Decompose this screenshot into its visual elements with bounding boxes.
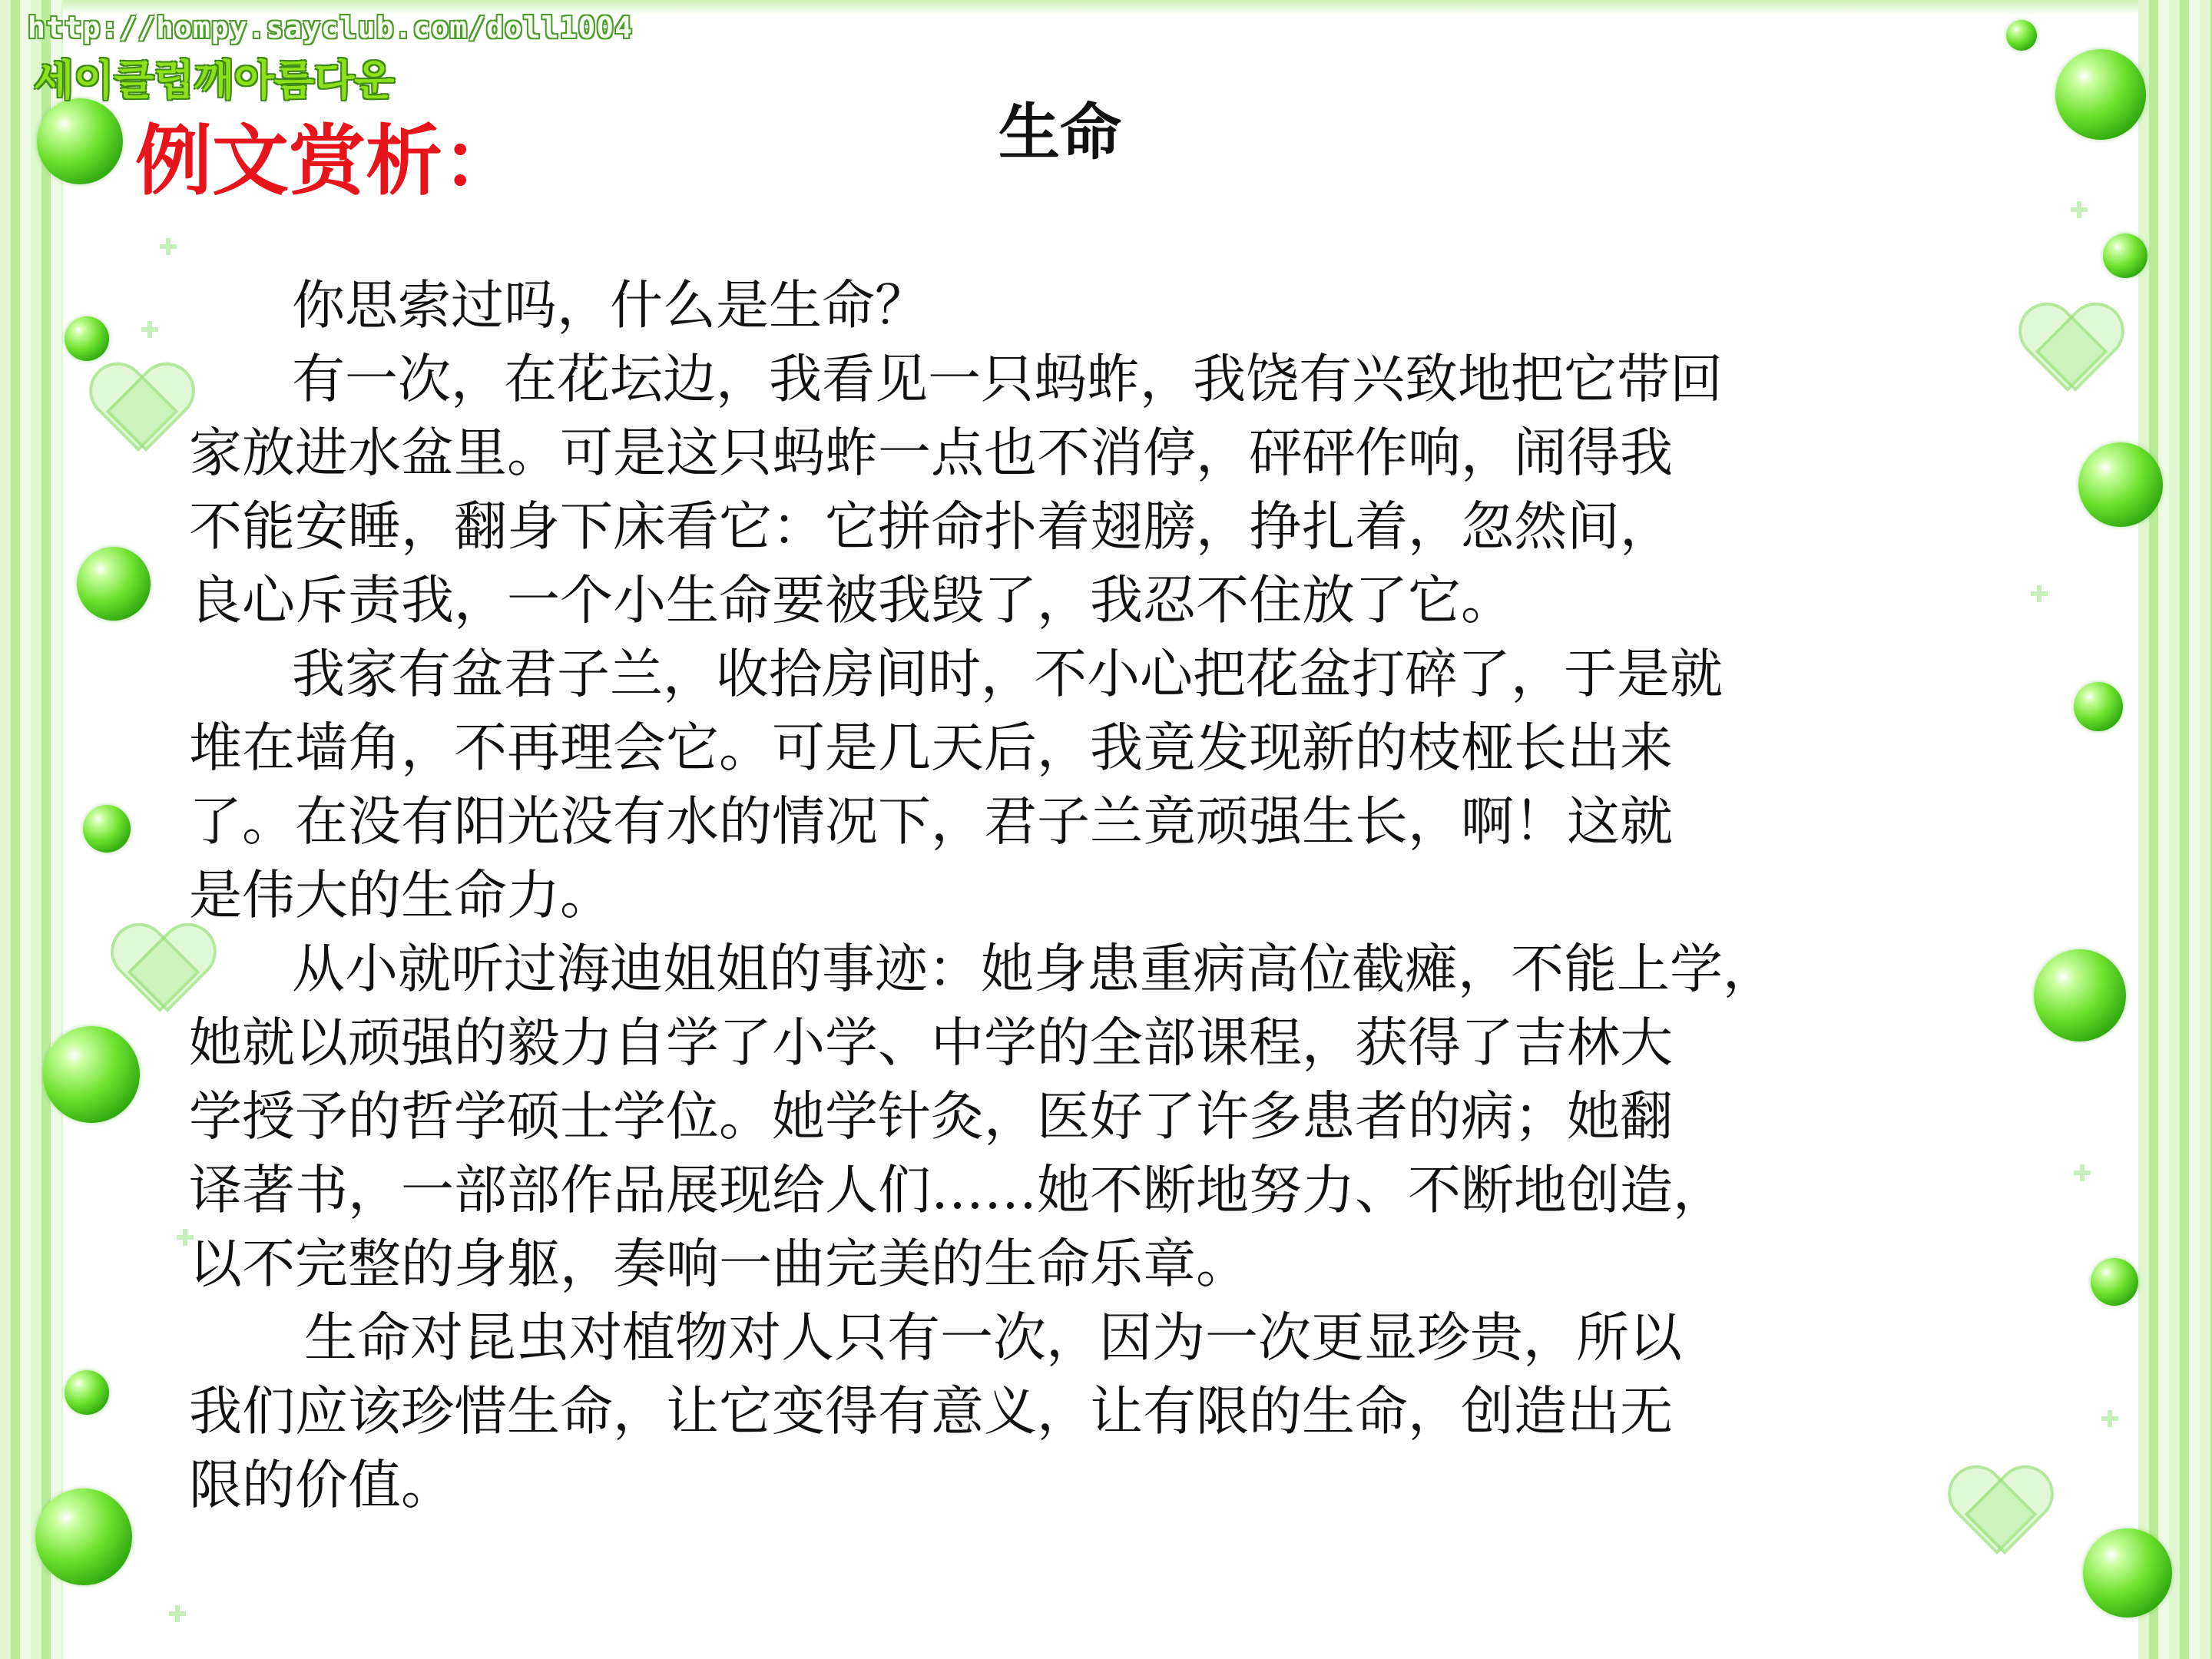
essay-line: 生命对昆虫对植物对人只有一次，因为一次更显珍贵，所以 — [304, 1307, 1682, 1369]
sparkle-icon — [2101, 1410, 2118, 1427]
essay-line: 有一次，在花坛边，我看见一只蚂蚱，我饶有兴致地把它带回 — [292, 349, 1723, 410]
bubble-icon — [35, 1488, 132, 1585]
bubble-icon — [2078, 442, 2163, 527]
essay-line: 我家有盆君子兰，收拾房间时，不小心把花盆打碎了，于是就 — [292, 644, 1723, 705]
right-stripe-border — [2138, 0, 2212, 1659]
left-stripe-border — [0, 0, 63, 1659]
essay-line: 不能安睡，翻身下床看它：它拼命扑着翅膀，挣扎着，忽然间， — [189, 496, 1673, 558]
essay-line: 是伟大的生命力。 — [189, 865, 613, 926]
essay-line: 学授予的哲学硕士学位。她学针灸，医好了许多患者的病；她翻 — [189, 1086, 1673, 1147]
bubble-icon — [37, 98, 123, 184]
essay-line: 家放进水盆里。可是这只蚂蚱一点也不消停，砰砰作响，闹得我 — [189, 422, 1673, 484]
bubble-icon — [43, 1026, 140, 1123]
heart-icon — [89, 366, 189, 450]
essay-line: 堆在墙角，不再理会它。可是几天后，我竟发现新的枝桠长出来 — [189, 717, 1673, 779]
essay-line: 限的价值。 — [189, 1455, 454, 1516]
sparkle-icon — [2071, 201, 2088, 218]
bubble-icon — [2083, 1528, 2172, 1618]
korean-watermark: 세이클럽깨아름다운 — [34, 56, 395, 104]
essay-line: 她就以顽强的毅力自学了小学、中学的全部课程，获得了吉林大 — [189, 1012, 1673, 1074]
essay-line: 我们应该珍惜生命，让它变得有意义，让有限的生命，创造出无 — [189, 1381, 1673, 1442]
essay-line: 译著书，一部部作品展现给人们……她不断地努力、不断地创造， — [189, 1160, 1726, 1221]
essay-body — [189, 269, 2063, 1522]
essay-title: 生命 — [998, 96, 1121, 168]
essay-line: 你思索过吗，什么是生命？ — [292, 275, 928, 336]
essay-line: 以不完整的身躯，奏响一曲完美的生命乐章。 — [189, 1233, 1249, 1295]
bubble-icon — [83, 805, 131, 853]
sparkle-icon — [160, 238, 177, 255]
essay-line: 从小就听过海迪姐姐的事迹：她身患重病高位截瘫，不能上学， — [292, 939, 1776, 1000]
bubble-icon — [65, 316, 109, 361]
bubble-icon — [2055, 49, 2146, 140]
sparkle-icon — [2074, 1164, 2091, 1181]
essay-line: 良心斥责我，一个小生命要被我毁了，我忍不住放了它。 — [189, 570, 1514, 631]
sparkle-icon — [141, 321, 158, 338]
section-heading: 例文赏析： — [135, 116, 519, 206]
sparkle-icon — [169, 1605, 186, 1622]
bubble-icon — [2006, 20, 2037, 51]
bubble-icon — [2091, 1258, 2138, 1306]
bubble-icon — [2074, 682, 2123, 731]
essay-line: 了。在没有阳光没有水的情况下，君子兰竟顽强生长，啊！这就 — [189, 791, 1673, 853]
site-url-watermark: http://hompy.sayclub.com/doll1004 — [28, 11, 633, 45]
bubble-icon — [2103, 233, 2147, 278]
bubble-icon — [65, 1370, 109, 1415]
bubble-icon — [77, 547, 151, 621]
